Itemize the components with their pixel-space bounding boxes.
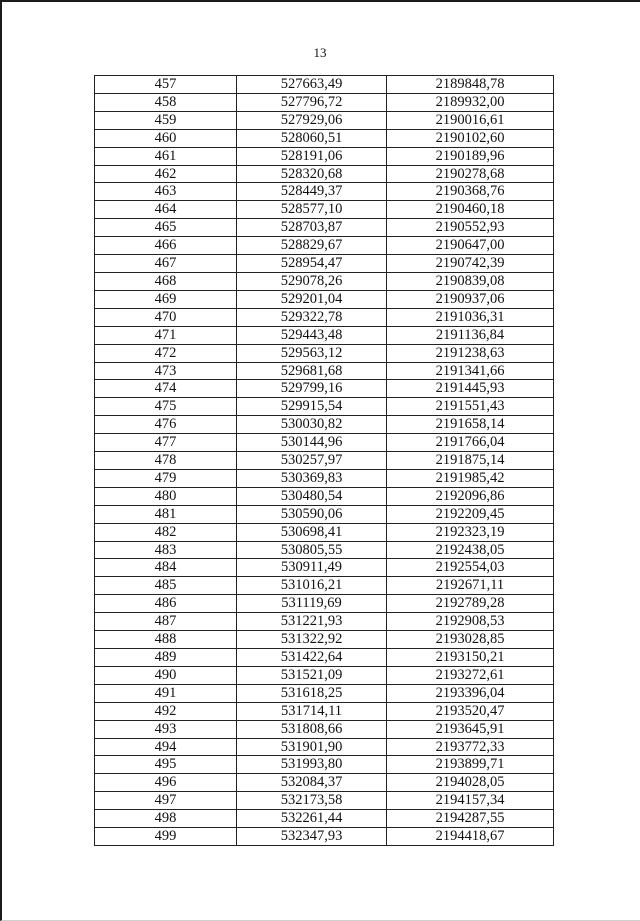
x-coordinate-cell: 527663,49	[237, 76, 387, 94]
table-row	[95, 201, 554, 219]
y-coordinate-cell: 2191985,42	[387, 469, 554, 487]
table-row	[95, 237, 554, 255]
x-coordinate-cell: 529443,48	[237, 326, 387, 344]
point-number-cell: 475	[95, 398, 237, 416]
table-row	[95, 631, 554, 649]
x-coordinate-cell: 532347,93	[237, 828, 387, 846]
x-coordinate-cell: 528954,47	[237, 255, 387, 273]
point-number-cell: 491	[95, 684, 237, 702]
point-number-cell: 499	[95, 828, 237, 846]
y-coordinate-cell: 2191875,14	[387, 452, 554, 470]
y-coordinate-cell: 2194157,34	[387, 792, 554, 810]
point-number-cell: 476	[95, 416, 237, 434]
point-number-cell: 464	[95, 201, 237, 219]
point-number-cell: 461	[95, 147, 237, 165]
y-coordinate-cell: 2190102,60	[387, 129, 554, 147]
point-number-cell: 469	[95, 290, 237, 308]
y-coordinate-cell: 2191036,31	[387, 308, 554, 326]
x-coordinate-cell: 528449,37	[237, 183, 387, 201]
point-number-cell: 467	[95, 255, 237, 273]
point-number-cell: 488	[95, 631, 237, 649]
point-number-cell: 458	[95, 93, 237, 111]
table-row	[95, 76, 554, 94]
point-number-cell: 470	[95, 308, 237, 326]
table-row	[95, 147, 554, 165]
x-coordinate-cell: 532261,44	[237, 810, 387, 828]
x-coordinate-cell: 531221,93	[237, 613, 387, 631]
x-coordinate-cell: 531714,11	[237, 702, 387, 720]
table-row	[95, 272, 554, 290]
table-row	[95, 613, 554, 631]
y-coordinate-cell: 2193772,33	[387, 738, 554, 756]
table-row	[95, 344, 554, 362]
x-coordinate-cell: 528320,68	[237, 165, 387, 183]
y-coordinate-cell: 2192096,86	[387, 487, 554, 505]
point-number-cell: 498	[95, 810, 237, 828]
point-number-cell: 490	[95, 666, 237, 684]
table-row	[95, 183, 554, 201]
table-row	[95, 129, 554, 147]
point-number-cell: 497	[95, 792, 237, 810]
point-number-cell: 472	[95, 344, 237, 362]
x-coordinate-cell: 531422,64	[237, 649, 387, 667]
x-coordinate-cell: 530698,41	[237, 523, 387, 541]
x-coordinate-cell: 531521,09	[237, 666, 387, 684]
table-row	[95, 452, 554, 470]
y-coordinate-cell: 2193520,47	[387, 702, 554, 720]
table-row	[95, 380, 554, 398]
x-coordinate-cell: 530144,96	[237, 434, 387, 452]
x-coordinate-cell: 530369,83	[237, 469, 387, 487]
table-row	[95, 666, 554, 684]
table-row	[95, 219, 554, 237]
x-coordinate-cell: 530590,06	[237, 505, 387, 523]
x-coordinate-cell: 527929,06	[237, 111, 387, 129]
table-row	[95, 792, 554, 810]
point-number-cell: 483	[95, 541, 237, 559]
x-coordinate-cell: 530911,49	[237, 559, 387, 577]
y-coordinate-cell: 2190552,93	[387, 219, 554, 237]
point-number-cell: 482	[95, 523, 237, 541]
table-row	[95, 738, 554, 756]
x-coordinate-cell: 528577,10	[237, 201, 387, 219]
y-coordinate-cell: 2190368,76	[387, 183, 554, 201]
point-number-cell: 471	[95, 326, 237, 344]
x-coordinate-cell: 528191,06	[237, 147, 387, 165]
y-coordinate-cell: 2191766,04	[387, 434, 554, 452]
point-number-cell: 480	[95, 487, 237, 505]
point-number-cell: 460	[95, 129, 237, 147]
y-coordinate-cell: 2194028,05	[387, 774, 554, 792]
y-coordinate-cell: 2191445,93	[387, 380, 554, 398]
point-number-cell: 459	[95, 111, 237, 129]
point-number-cell: 462	[95, 165, 237, 183]
y-coordinate-cell: 2190189,96	[387, 147, 554, 165]
point-number-cell: 465	[95, 219, 237, 237]
point-number-cell: 479	[95, 469, 237, 487]
x-coordinate-cell: 531016,21	[237, 577, 387, 595]
point-number-cell: 496	[95, 774, 237, 792]
page-number: 13	[313, 45, 327, 60]
point-number-cell: 477	[95, 434, 237, 452]
point-number-cell: 494	[95, 738, 237, 756]
table-row	[95, 308, 554, 326]
y-coordinate-cell: 2190839,08	[387, 272, 554, 290]
x-coordinate-cell: 529799,16	[237, 380, 387, 398]
y-coordinate-cell: 2189932,00	[387, 93, 554, 111]
table-row	[95, 326, 554, 344]
point-number-cell: 457	[95, 76, 237, 94]
table-row	[95, 111, 554, 129]
table-row	[95, 505, 554, 523]
table-row	[95, 756, 554, 774]
coordinates-table	[94, 75, 554, 846]
table-row	[95, 434, 554, 452]
x-coordinate-cell: 531119,69	[237, 595, 387, 613]
table-row	[95, 487, 554, 505]
point-number-cell: 493	[95, 720, 237, 738]
table-row	[95, 810, 554, 828]
point-number-cell: 463	[95, 183, 237, 201]
x-coordinate-cell: 530257,97	[237, 452, 387, 470]
point-number-cell: 473	[95, 362, 237, 380]
y-coordinate-cell: 2192209,45	[387, 505, 554, 523]
y-coordinate-cell: 2192554,03	[387, 559, 554, 577]
y-coordinate-cell: 2189848,78	[387, 76, 554, 94]
table-row	[95, 720, 554, 738]
point-number-cell: 495	[95, 756, 237, 774]
y-coordinate-cell: 2191658,14	[387, 416, 554, 434]
y-coordinate-cell: 2190016,61	[387, 111, 554, 129]
y-coordinate-cell: 2190937,06	[387, 290, 554, 308]
table-body	[95, 76, 554, 846]
point-number-cell: 484	[95, 559, 237, 577]
x-coordinate-cell: 529681,68	[237, 362, 387, 380]
table-row	[95, 702, 554, 720]
y-coordinate-cell: 2191136,84	[387, 326, 554, 344]
x-coordinate-cell: 530030,82	[237, 416, 387, 434]
table-row	[95, 541, 554, 559]
x-coordinate-cell: 531618,25	[237, 684, 387, 702]
table-row	[95, 559, 554, 577]
x-coordinate-cell: 531322,92	[237, 631, 387, 649]
y-coordinate-cell: 2193899,71	[387, 756, 554, 774]
point-number-cell: 478	[95, 452, 237, 470]
y-coordinate-cell: 2193396,04	[387, 684, 554, 702]
y-coordinate-cell: 2193272,61	[387, 666, 554, 684]
point-number-cell: 468	[95, 272, 237, 290]
table-row	[95, 290, 554, 308]
table-row	[95, 362, 554, 380]
y-coordinate-cell: 2190647,00	[387, 237, 554, 255]
table-row	[95, 577, 554, 595]
y-coordinate-cell: 2192671,11	[387, 577, 554, 595]
table-row	[95, 469, 554, 487]
x-coordinate-cell: 529201,04	[237, 290, 387, 308]
table-row	[95, 255, 554, 273]
x-coordinate-cell: 530480,54	[237, 487, 387, 505]
y-coordinate-cell: 2190742,39	[387, 255, 554, 273]
y-coordinate-cell: 2191551,43	[387, 398, 554, 416]
table-row	[95, 774, 554, 792]
y-coordinate-cell: 2190460,18	[387, 201, 554, 219]
y-coordinate-cell: 2194287,55	[387, 810, 554, 828]
y-coordinate-cell: 2193150,21	[387, 649, 554, 667]
table-row	[95, 649, 554, 667]
x-coordinate-cell: 528829,67	[237, 237, 387, 255]
point-number-cell: 486	[95, 595, 237, 613]
y-coordinate-cell: 2192438,05	[387, 541, 554, 559]
point-number-cell: 487	[95, 613, 237, 631]
table-row	[95, 523, 554, 541]
y-coordinate-cell: 2190278,68	[387, 165, 554, 183]
table-row	[95, 416, 554, 434]
y-coordinate-cell: 2193028,85	[387, 631, 554, 649]
x-coordinate-cell: 532173,58	[237, 792, 387, 810]
point-number-cell: 485	[95, 577, 237, 595]
y-coordinate-cell: 2192789,28	[387, 595, 554, 613]
y-coordinate-cell: 2193645,91	[387, 720, 554, 738]
table-row	[95, 398, 554, 416]
point-number-cell: 474	[95, 380, 237, 398]
x-coordinate-cell: 529915,54	[237, 398, 387, 416]
table-row	[95, 595, 554, 613]
x-coordinate-cell: 528060,51	[237, 129, 387, 147]
y-coordinate-cell: 2192908,53	[387, 613, 554, 631]
point-number-cell: 489	[95, 649, 237, 667]
table-row	[95, 93, 554, 111]
y-coordinate-cell: 2192323,19	[387, 523, 554, 541]
y-coordinate-cell: 2191341,66	[387, 362, 554, 380]
point-number-cell: 492	[95, 702, 237, 720]
table-row	[95, 165, 554, 183]
x-coordinate-cell: 531808,66	[237, 720, 387, 738]
x-coordinate-cell: 528703,87	[237, 219, 387, 237]
y-coordinate-cell: 2194418,67	[387, 828, 554, 846]
x-coordinate-cell: 529563,12	[237, 344, 387, 362]
x-coordinate-cell: 529078,26	[237, 272, 387, 290]
table-row	[95, 828, 554, 846]
table-row	[95, 684, 554, 702]
x-coordinate-cell: 529322,78	[237, 308, 387, 326]
x-coordinate-cell: 531901,90	[237, 738, 387, 756]
x-coordinate-cell: 527796,72	[237, 93, 387, 111]
point-number-cell: 481	[95, 505, 237, 523]
x-coordinate-cell: 531993,80	[237, 756, 387, 774]
y-coordinate-cell: 2191238,63	[387, 344, 554, 362]
x-coordinate-cell: 530805,55	[237, 541, 387, 559]
point-number-cell: 466	[95, 237, 237, 255]
x-coordinate-cell: 532084,37	[237, 774, 387, 792]
